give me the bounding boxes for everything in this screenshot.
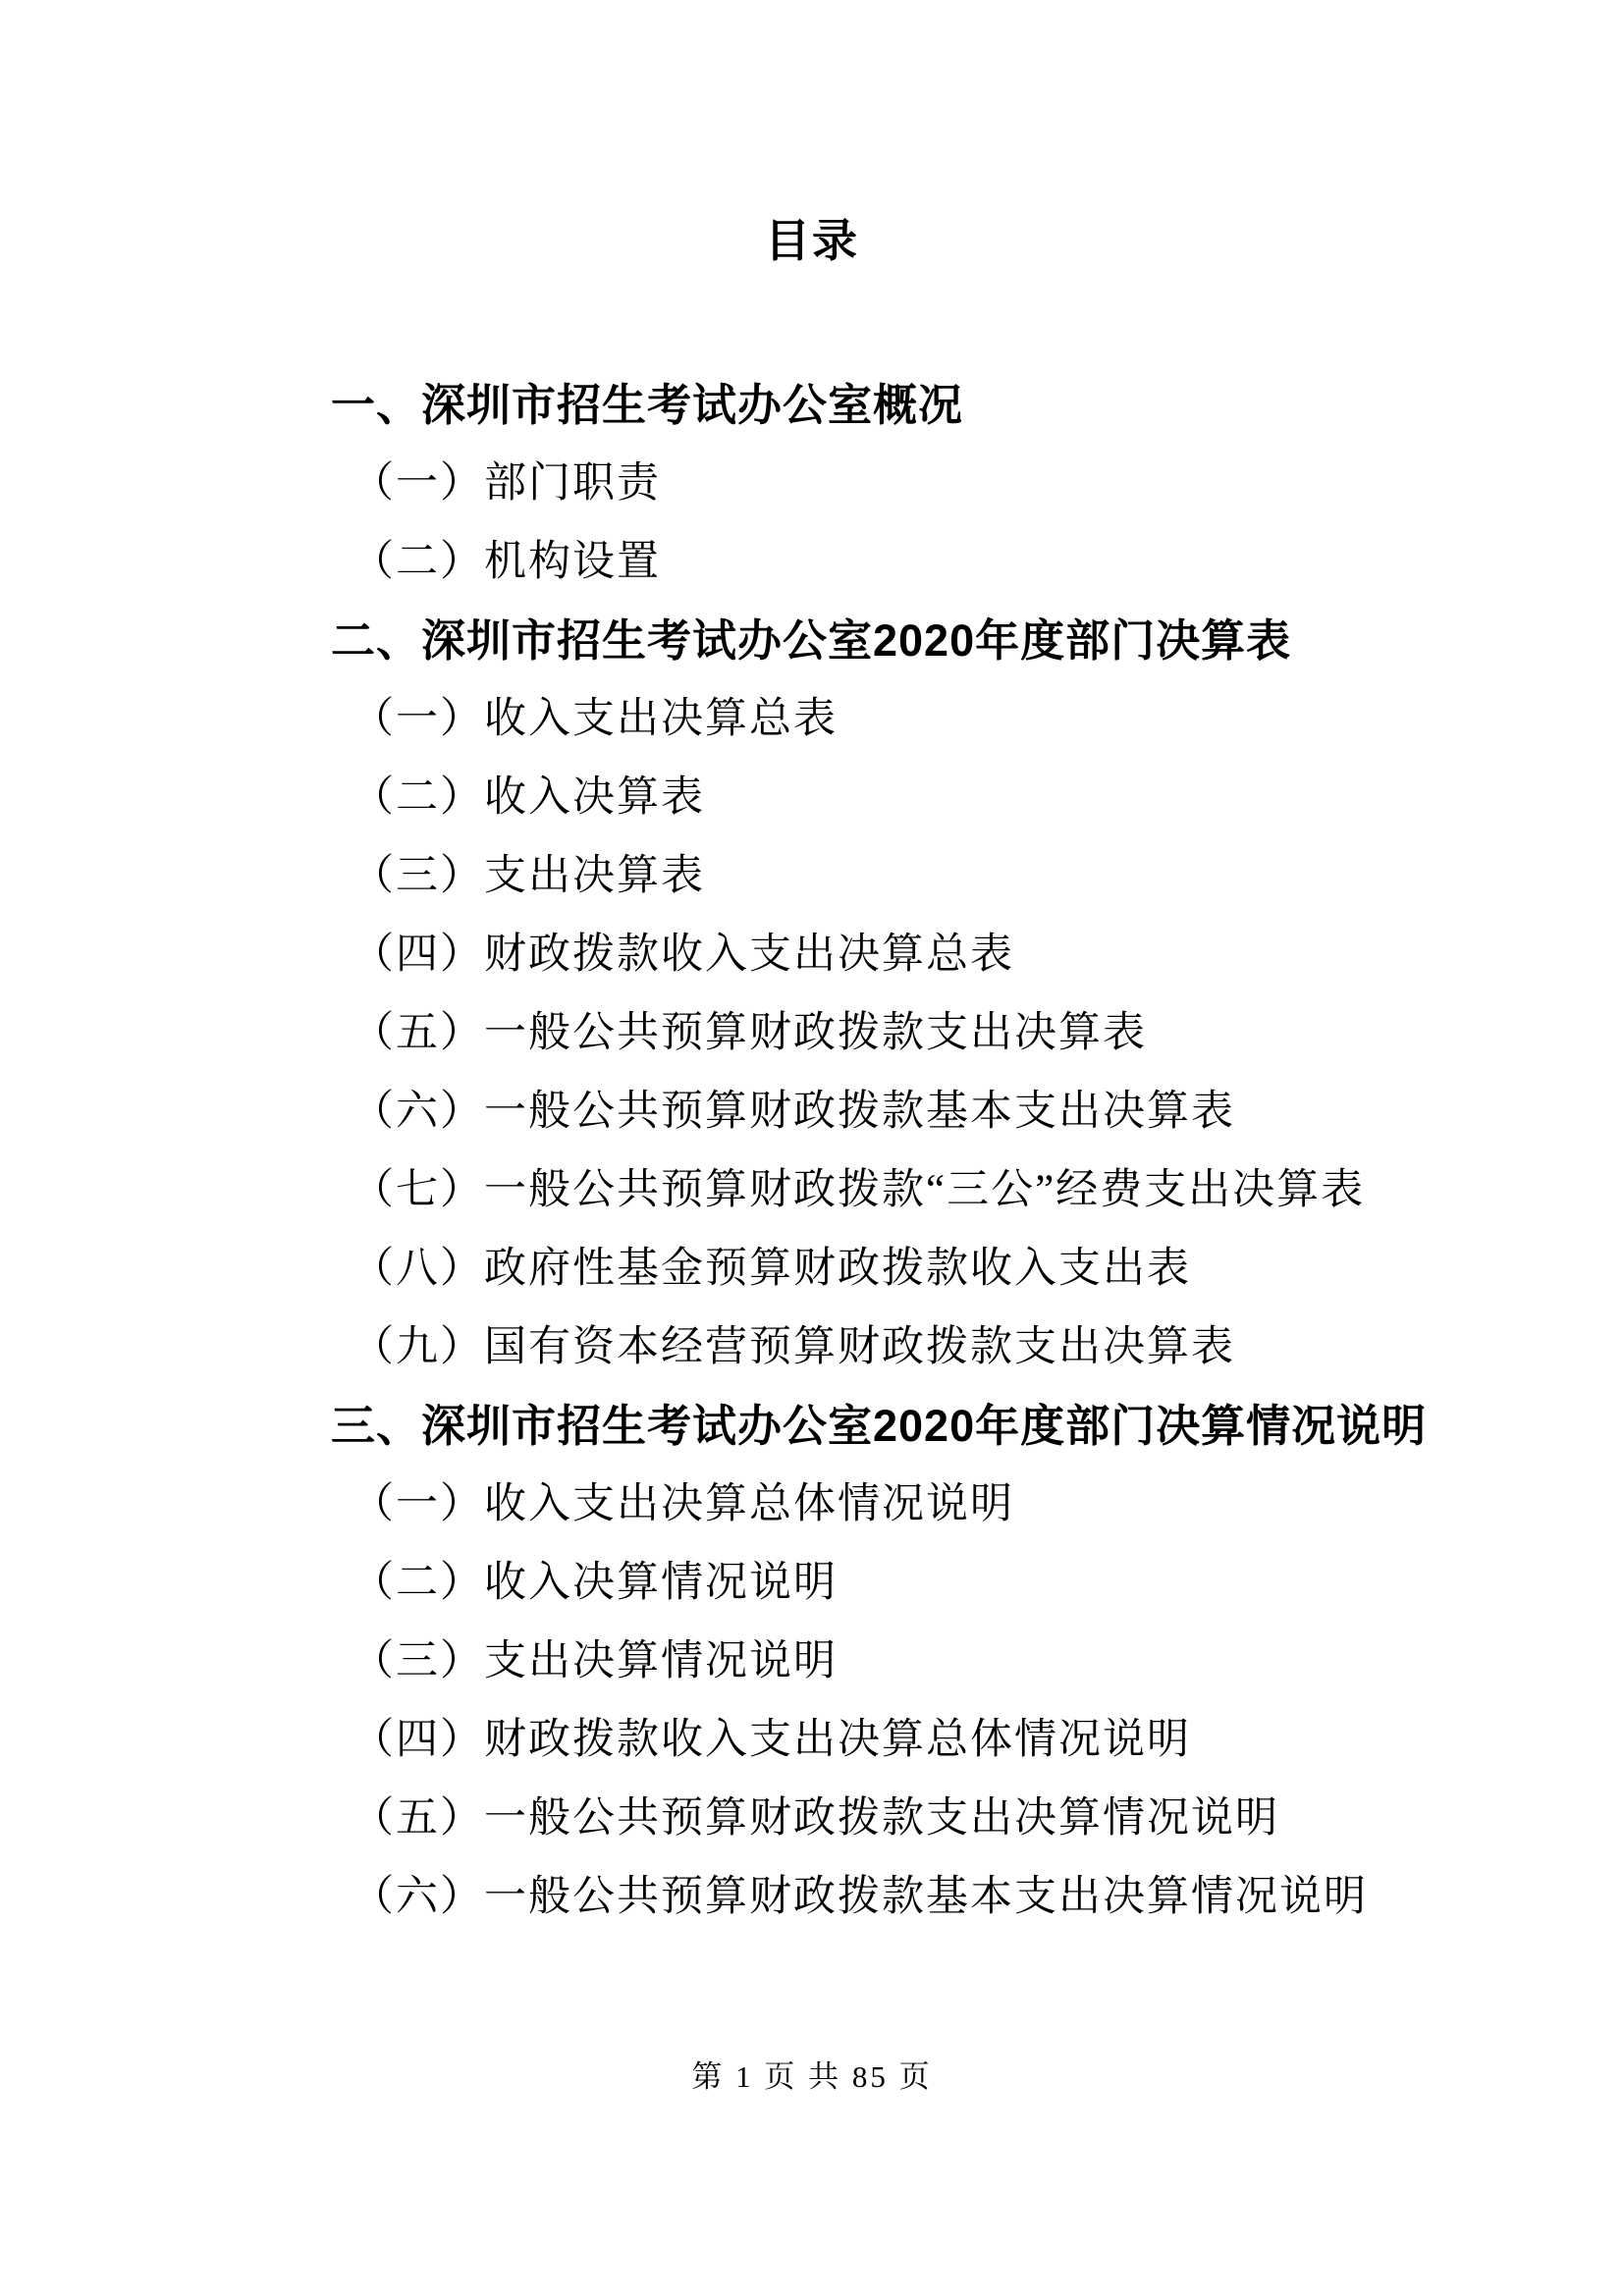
toc-item-entry: （四）财政拨款收入支出决算总表 [352, 932, 1014, 978]
page-title: 目录 [765, 215, 859, 266]
toc-item-entry: （六）一般公共预算财政拨款基本支出决算情况说明 [352, 1874, 1368, 1920]
toc-item-entry: （三）支出决算情况说明 [352, 1638, 838, 1684]
toc-item-entry: （一）收入支出决算总表 [352, 696, 838, 742]
toc-item-entry: （九）国有资本经营预算财政拨款支出决算表 [352, 1324, 1235, 1370]
toc-item-entry: （五）一般公共预算财政拨款支出决算情况说明 [352, 1795, 1279, 1842]
toc-section-entry: 一、深圳市招生考试办公室概况 [331, 380, 964, 430]
toc-section-entry: 三、深圳市招生考试办公室2020年度部门决算情况说明 [331, 1401, 1428, 1451]
toc-item-entry: （一）收入支出决算总体情况说明 [352, 1481, 1014, 1527]
toc-item-entry: （七）一般公共预算财政拨款“三公”经费支出决算表 [352, 1167, 1366, 1213]
toc-item-entry: （六）一般公共预算财政拨款基本支出决算表 [352, 1089, 1235, 1135]
toc-list [331, 366, 1565, 1937]
toc-section-entry: 二、深圳市招生考试办公室2020年度部门决算表 [331, 615, 1292, 666]
toc-item-entry: （四）财政拨款收入支出决算总体情况说明 [352, 1717, 1191, 1763]
toc-item-entry: （五）一般公共预算财政拨款支出决算表 [352, 1010, 1147, 1056]
toc-item-entry: （八）政府性基金预算财政拨款收入支出表 [352, 1246, 1191, 1292]
toc-item-entry: （二）机构设置 [352, 539, 661, 585]
toc-item-entry: （一）部门职责 [352, 460, 661, 507]
page-footer: 第 1 页 共 85 页 [691, 2059, 933, 2094]
toc-item-entry: （二）收入决算表 [352, 774, 705, 821]
toc-item-entry: （二）收入决算情况说明 [352, 1560, 838, 1606]
toc-item-entry: （三）支出决算表 [352, 853, 705, 899]
